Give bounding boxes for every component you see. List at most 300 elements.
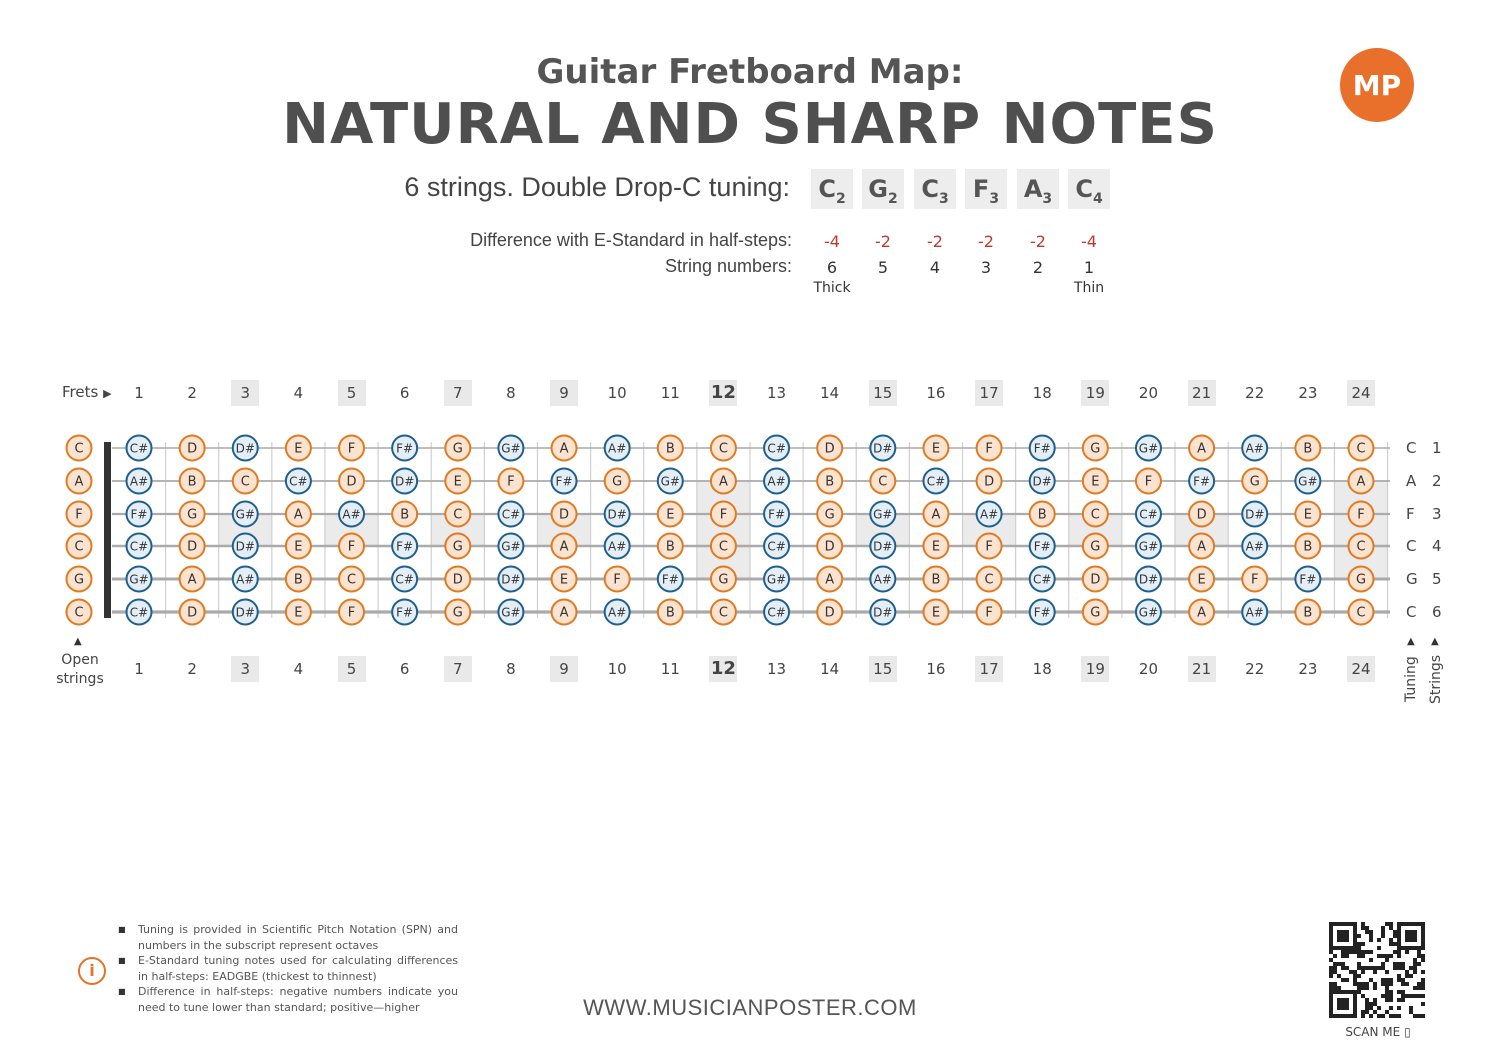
note-label: G <box>1090 605 1101 621</box>
qr-module <box>1373 986 1377 990</box>
note-label: D <box>452 572 463 588</box>
fret-number: 15 <box>869 380 897 406</box>
fret-number: 19 <box>1081 380 1109 406</box>
qr-module <box>1401 978 1405 982</box>
fret-number: 18 <box>1032 660 1052 678</box>
note-label: F <box>1250 572 1259 588</box>
note-label: F# <box>1299 572 1317 587</box>
note-label: F# <box>1033 441 1051 456</box>
note-label: C# <box>926 474 946 489</box>
qr-module <box>1421 1014 1425 1018</box>
note-label: D <box>1090 572 1101 588</box>
qr-module <box>1369 934 1373 938</box>
thick-label: Thick <box>813 280 851 296</box>
note-label: E <box>294 441 303 457</box>
fret-number: 4 <box>293 384 304 402</box>
qr-module <box>1385 954 1389 958</box>
fret-number: 12 <box>709 380 737 406</box>
qr-module <box>1381 962 1385 966</box>
qr-module <box>1357 986 1361 990</box>
qr-module <box>1353 970 1357 974</box>
thin-label: Thin <box>1073 280 1105 296</box>
note-label: G# <box>129 572 149 587</box>
note-label: E <box>559 572 569 588</box>
note-label: G# <box>873 507 893 522</box>
tuning-note-letter: F <box>972 175 990 203</box>
qr-module <box>1373 1002 1377 1006</box>
qr-module <box>1361 954 1365 958</box>
note-label: C <box>74 539 84 555</box>
note-label: C# <box>1139 507 1158 522</box>
fret-number: 16 <box>926 660 946 678</box>
qr-module <box>1357 950 1361 954</box>
footnote: ■ E-Standard tuning notes used for calculating differences in half-steps: EADGBE (thickest to thinnest) <box>118 953 458 984</box>
fret-number: 3 <box>231 656 259 682</box>
qr-module <box>1361 970 1365 974</box>
qr-module <box>1361 922 1365 926</box>
qr-module <box>1353 978 1357 982</box>
qr-module <box>1333 962 1337 966</box>
right-string-number: 2 <box>1432 472 1442 490</box>
right-string-number: 6 <box>1432 603 1442 621</box>
qr-module <box>1393 1014 1397 1018</box>
note-label: G <box>452 605 463 621</box>
note-label: G# <box>1298 474 1318 489</box>
qr-module <box>1341 962 1345 966</box>
difference-value: -4 <box>1081 232 1097 251</box>
note-label: F# <box>768 507 786 522</box>
qr-module <box>1361 1014 1365 1018</box>
string-number: 1 <box>1083 258 1095 277</box>
qr-module <box>1345 950 1349 954</box>
qr-module <box>1417 950 1421 954</box>
qr-module <box>1385 978 1389 982</box>
difference-value: -4 <box>824 232 840 251</box>
qr-module <box>1421 982 1425 986</box>
qr-module <box>1365 930 1369 934</box>
qr-module <box>1417 982 1421 986</box>
note-label: A <box>187 572 197 588</box>
tuning-note-octave: 4 <box>1092 190 1103 207</box>
fret-number: 17 <box>975 656 1003 682</box>
note-label: C# <box>129 605 149 620</box>
note-label: C <box>240 474 250 490</box>
note-label: C# <box>501 507 521 522</box>
qr-module <box>1389 994 1393 998</box>
fret-number: 5 <box>338 656 366 682</box>
tuning-note-octave: 3 <box>1042 190 1053 207</box>
note-label: A# <box>129 474 149 489</box>
fret-number: 23 <box>1298 660 1318 678</box>
note-label: D# <box>235 539 255 554</box>
phone-icon: ▯ <box>1404 1025 1411 1039</box>
note-label: A# <box>236 572 255 587</box>
qr-module <box>1413 962 1417 966</box>
note-label: G <box>824 507 835 523</box>
right-tuning-note: G <box>1406 570 1418 588</box>
fret-number: 23 <box>1298 384 1318 402</box>
qr-module <box>1421 986 1425 990</box>
note-label: F <box>347 539 356 555</box>
qr-module <box>1389 938 1393 942</box>
website-link[interactable]: WWW.MUSICIANPOSTER.COM <box>583 995 917 1020</box>
tuning-note-octave: 2 <box>835 190 846 207</box>
qr-module <box>1381 954 1385 958</box>
qr-module <box>1417 962 1421 966</box>
qr-module <box>1385 1010 1389 1014</box>
qr-module <box>1417 1014 1421 1018</box>
note-label: C# <box>767 441 786 456</box>
note-label: E <box>453 474 462 490</box>
qr-module <box>1377 966 1381 970</box>
qr-module <box>1357 942 1361 946</box>
fret-number: 6 <box>399 384 410 402</box>
qr-module <box>1365 966 1369 970</box>
note-label: B <box>825 474 835 490</box>
qr-module <box>1373 970 1377 974</box>
fret-number: 14 <box>820 660 840 678</box>
note-label: F# <box>396 441 414 456</box>
qr-module <box>1353 974 1357 978</box>
fret-number: 22 <box>1245 384 1265 402</box>
qr-module <box>1361 942 1365 946</box>
qr-module <box>1405 994 1409 998</box>
string-number: 2 <box>1032 258 1044 277</box>
note-label: A# <box>608 605 627 620</box>
note-label: A <box>559 605 569 621</box>
qr-module <box>1369 930 1373 934</box>
note-label: C <box>1356 441 1366 457</box>
note-label: E <box>931 605 941 621</box>
note-label: C <box>1356 539 1366 555</box>
note-label: B <box>187 474 197 490</box>
note-label: F <box>1357 507 1365 523</box>
note-label: F# <box>396 539 414 554</box>
qr-module <box>1373 982 1377 986</box>
qr-module <box>1409 994 1413 998</box>
fret-number: 9 <box>550 380 578 406</box>
fret-number: 10 <box>607 384 627 402</box>
note-label: G <box>452 441 463 457</box>
note-label: D <box>187 539 198 555</box>
qr-module <box>1401 982 1405 986</box>
qr-module <box>1393 966 1397 970</box>
note-label: B <box>931 572 941 588</box>
note-label: D <box>984 474 995 490</box>
qr-module <box>1353 950 1357 954</box>
qr-module <box>1421 994 1425 998</box>
qr-module <box>1385 986 1389 990</box>
qr-module <box>1369 958 1373 962</box>
note-label: B <box>1037 507 1047 523</box>
qr-module <box>1389 998 1393 1002</box>
note-label: C# <box>767 539 786 554</box>
qr-module <box>1401 998 1405 1002</box>
fret-inlay-12 <box>697 481 750 579</box>
fret-number: 20 <box>1138 660 1159 678</box>
note-label: D# <box>1032 474 1052 489</box>
fret-number: 9 <box>550 656 578 682</box>
fret-number: 10 <box>607 660 627 678</box>
qr-module <box>1393 950 1397 954</box>
note-label: A# <box>1245 605 1264 620</box>
right-tuning-note: F <box>1406 505 1415 523</box>
note-label: F# <box>396 605 414 620</box>
qr-module <box>1421 954 1425 958</box>
qr-module <box>1357 934 1361 938</box>
arrow-up-icon: ▲ <box>1431 636 1439 647</box>
qr-module <box>1393 930 1397 934</box>
fret-number: 4 <box>293 660 304 678</box>
qr-code[interactable] <box>1329 922 1425 1018</box>
note-label: D <box>346 474 357 490</box>
qr-module <box>1421 978 1425 982</box>
qr-module <box>1365 986 1369 990</box>
difference-value: -2 <box>1030 232 1046 251</box>
note-label: A <box>1197 441 1207 457</box>
note-label: B <box>665 539 675 555</box>
qr-module <box>1361 986 1365 990</box>
note-label: E <box>1197 572 1206 588</box>
qr-module <box>1361 966 1365 970</box>
note-label: A# <box>1245 441 1264 456</box>
qr-module <box>1397 950 1401 954</box>
note-label: G <box>1090 539 1101 555</box>
qr-module <box>1341 966 1345 970</box>
qr-module <box>1413 970 1417 974</box>
fret-number: 5 <box>338 380 366 406</box>
qr-module <box>1329 986 1333 990</box>
qr-module <box>1381 1014 1385 1018</box>
note-label: G <box>1355 572 1367 588</box>
qr-module <box>1333 982 1337 986</box>
difference-value: -2 <box>978 232 994 251</box>
qr-module <box>1421 970 1425 974</box>
note-label: F <box>347 605 356 621</box>
fret-number: 14 <box>820 384 840 402</box>
right-string-number: 4 <box>1432 537 1442 555</box>
qr-module <box>1397 990 1401 994</box>
note-label: D# <box>501 572 521 587</box>
note-label: F# <box>661 572 679 587</box>
note-label: B <box>1303 441 1313 457</box>
fret-number: 22 <box>1245 660 1265 678</box>
qr-module <box>1397 1014 1401 1018</box>
note-label: C# <box>767 605 786 620</box>
string-numbers-label: String numbers: <box>664 256 792 276</box>
note-label: C <box>984 572 994 588</box>
note-label: F# <box>1033 539 1051 554</box>
note-label: E <box>294 539 303 555</box>
qr-finder-center <box>1337 998 1349 1010</box>
note-label: A <box>293 507 303 523</box>
fret-number: 21 <box>1188 380 1216 406</box>
fret-number: 11 <box>660 660 680 678</box>
qr-module <box>1361 950 1365 954</box>
qr-module <box>1409 1010 1413 1014</box>
qr-module <box>1329 982 1333 986</box>
note-label: D# <box>1138 572 1159 587</box>
right-string-number: 3 <box>1432 505 1442 523</box>
note-label: A# <box>608 441 627 456</box>
right-string-number: 5 <box>1432 570 1442 588</box>
qr-module <box>1337 974 1341 978</box>
note-label: B <box>1303 539 1313 555</box>
note-label: C# <box>129 441 149 456</box>
fret-number: 15 <box>869 656 897 682</box>
qr-module <box>1389 990 1393 994</box>
note-label: D# <box>395 474 415 489</box>
qr-module <box>1333 986 1337 990</box>
qr-module <box>1381 934 1385 938</box>
note-label: G <box>1090 441 1101 457</box>
note-label: D# <box>235 605 255 620</box>
qr-module <box>1373 1010 1377 1014</box>
qr-module <box>1333 970 1337 974</box>
qr-module <box>1357 946 1361 950</box>
qr-module <box>1385 998 1389 1002</box>
qr-module <box>1353 982 1357 986</box>
qr-module <box>1369 966 1373 970</box>
qr-module <box>1413 994 1417 998</box>
fret-number: 1 <box>134 660 144 678</box>
note-label: F <box>507 474 515 490</box>
qr-module <box>1413 958 1417 962</box>
qr-module <box>1389 978 1393 982</box>
qr-module <box>1389 1014 1393 1018</box>
qr-module <box>1389 954 1393 958</box>
note-label: D <box>559 507 570 523</box>
note-label: A# <box>1245 539 1264 554</box>
fret-number: 1 <box>134 384 144 402</box>
frets-label: Frets ▶ <box>62 383 112 401</box>
note-label: G <box>187 507 198 523</box>
note-label: A <box>1356 474 1366 490</box>
qr-module <box>1397 978 1401 982</box>
tuning-note-letter: C <box>1075 175 1093 203</box>
qr-module <box>1357 974 1361 978</box>
open-strings-label-line1: Open <box>61 652 99 668</box>
qr-module <box>1389 922 1393 926</box>
fret-number: 18 <box>1032 384 1052 402</box>
footnote: ■ Tuning is provided in Scientific Pitch Notation (SPN) and numbers in the subscript represent octaves <box>118 922 458 953</box>
qr-module <box>1333 966 1337 970</box>
open-strings-label <box>56 651 104 689</box>
qr-module <box>1361 994 1365 998</box>
fret-number: 2 <box>187 384 197 402</box>
arrow-right-icon: ▶ <box>103 387 112 400</box>
strings-axis-label: Strings <box>1428 654 1444 704</box>
note-label: F# <box>555 474 573 489</box>
qr-module <box>1337 962 1341 966</box>
qr-module <box>1377 1006 1381 1010</box>
note-label: B <box>665 605 675 621</box>
note-label: D# <box>1245 507 1265 522</box>
qr-module <box>1385 970 1389 974</box>
qr-module <box>1365 982 1369 986</box>
qr-module <box>1389 982 1393 986</box>
note-label: G <box>1249 474 1260 490</box>
right-tuning-note: C <box>1406 603 1417 621</box>
nut <box>104 442 111 618</box>
tuning-note-letter: A <box>1023 175 1043 203</box>
qr-module <box>1341 978 1345 982</box>
fret-number: 11 <box>660 384 680 402</box>
note-label: F# <box>130 507 148 522</box>
qr-module <box>1361 1010 1365 1014</box>
note-label: G <box>73 572 85 588</box>
qr-module <box>1397 974 1401 978</box>
note-label: F <box>985 605 993 621</box>
note-label: D <box>824 539 835 555</box>
fret-number: 12 <box>709 656 737 682</box>
qr-module <box>1333 954 1337 958</box>
qr-module <box>1405 982 1409 986</box>
note-label: C <box>718 605 728 621</box>
note-label: F <box>985 441 993 457</box>
tuning-note-letter: G <box>868 175 888 203</box>
qr-module <box>1381 930 1385 934</box>
qr-module <box>1357 962 1361 966</box>
tuning-note-octave: 3 <box>938 190 949 207</box>
note-label: D# <box>873 539 893 554</box>
qr-module <box>1377 1014 1381 1018</box>
qr-module <box>1397 962 1401 966</box>
qr-module <box>1329 958 1333 962</box>
right-tuning-note: C <box>1406 439 1417 457</box>
qr-module <box>1393 934 1397 938</box>
qr-module <box>1357 954 1361 958</box>
note-label: C <box>346 572 357 588</box>
qr-module <box>1421 958 1425 962</box>
fret-number: 13 <box>767 384 787 402</box>
note-label: G# <box>501 605 521 620</box>
note-label: A# <box>979 507 999 522</box>
qr-module <box>1369 938 1373 942</box>
qr-module <box>1381 926 1385 930</box>
qr-module <box>1369 950 1373 954</box>
note-label: A <box>931 507 941 523</box>
brand-logo[interactable]: MP <box>1340 48 1414 122</box>
note-label: G# <box>501 441 521 456</box>
qr-module <box>1373 998 1377 1002</box>
note-label: G <box>718 572 729 588</box>
qr-module <box>1345 954 1349 958</box>
fret-number: 7 <box>444 380 472 406</box>
note-label: C# <box>289 474 308 489</box>
note-label: C <box>1356 605 1366 621</box>
qr-module <box>1365 1002 1369 1006</box>
note-label: D# <box>873 441 893 456</box>
note-label: D <box>187 441 198 457</box>
qr-module <box>1381 978 1385 982</box>
qr-module <box>1413 966 1417 970</box>
note-label: G# <box>1138 441 1159 456</box>
qr-module <box>1381 994 1385 998</box>
poster-title: NATURAL AND SHARP NOTES <box>282 92 1218 157</box>
qr-module <box>1385 922 1389 926</box>
qr-module <box>1397 998 1401 1002</box>
fret-number: 2 <box>187 660 197 678</box>
string-number: 4 <box>929 258 941 277</box>
difference-value: -2 <box>875 232 891 251</box>
qr-module <box>1349 950 1353 954</box>
note-label: G# <box>1138 539 1159 554</box>
fret-number: 21 <box>1188 656 1216 682</box>
note-label: B <box>665 441 675 457</box>
qr-module <box>1385 982 1389 986</box>
qr-module <box>1357 966 1361 970</box>
